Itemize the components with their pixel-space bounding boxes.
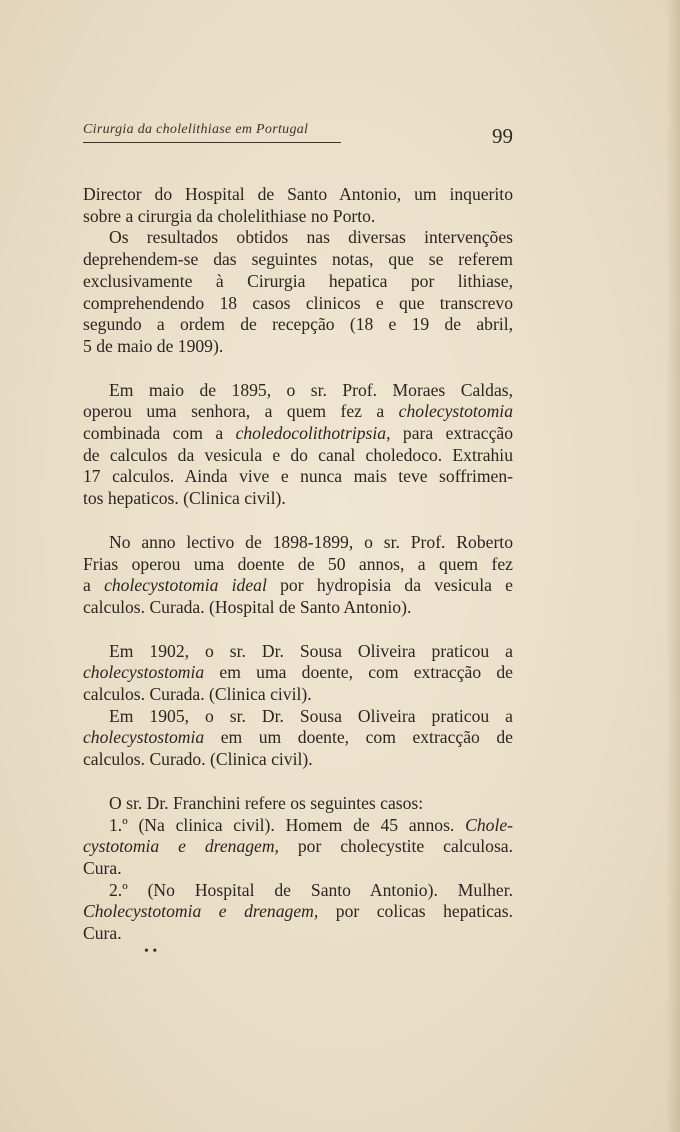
page-edge-shadow: [666, 0, 680, 1132]
italic-term: Cholecystotomia e drenagem,: [83, 901, 319, 922]
italic-term: cholecystotomia: [398, 401, 513, 422]
paragraph-results: [83, 227, 513, 357]
signature-mark: • •: [144, 944, 158, 959]
text-line: Cura.: [83, 923, 122, 944]
text-line: segundo a ordem de recepção (18 e 19 de abril,: [83, 314, 513, 335]
text-line: [83, 575, 513, 597]
page-number: 99: [492, 124, 513, 148]
text-run: operou uma senhora, a quem fez a: [83, 401, 399, 422]
paragraph-franchini-case-2: [83, 880, 513, 945]
text-line: [83, 423, 513, 445]
text-run: por colicas hepaticas.: [318, 901, 513, 922]
text-line: [83, 401, 513, 423]
text-line: calculos. Curada. (Clinica civil).: [83, 684, 312, 705]
text-line: exclusivamente à Cirurgia hepatica por lithiase,: [83, 270, 513, 291]
text-line: No anno lectivo de 1898-1899, o sr. Prof. Roberto: [109, 531, 513, 552]
text-line: 5 de maio de 1909).: [83, 335, 224, 356]
text-line: de calculos da vesicula e do canal choledoco. Extrahiu: [83, 444, 513, 465]
paragraph-franchini-case-1: [83, 815, 513, 880]
text-line: Director do Hospital de Santo Antonio, um inquerito: [83, 184, 513, 204]
text-line: Em 1902, o sr. Dr. Sousa Oliveira praticou a: [109, 640, 513, 661]
text-run: combinada com a: [83, 423, 236, 444]
text-line: tos hepaticos. (Clinica civil).: [83, 488, 286, 509]
italic-term: cystotomia e drenagem,: [83, 836, 279, 857]
text-line: Em 1905, o sr. Dr. Sousa Oliveira praticou a: [109, 705, 513, 726]
paragraph-case-1905: [83, 706, 513, 771]
text-line: [83, 836, 513, 858]
paragraph-franchini: [83, 793, 513, 815]
text-line: calculos. Curado. (Clinica civil).: [83, 749, 313, 770]
page-header: [83, 118, 513, 148]
running-head: Cirurgia da cholelithiase em Portugal: [83, 122, 309, 137]
text-run: por hydropisia da vesicula e: [266, 575, 513, 596]
italic-term: Chole-: [465, 814, 513, 835]
header-rule: [83, 142, 341, 143]
paragraph-case-1902: [83, 641, 513, 706]
text-line: deprehendem-se das seguintes notas, que se referem: [83, 249, 513, 270]
text-line: comprehendendo 18 casos clinicos e que transcrevo: [83, 292, 513, 313]
text-line: sobre a cirurgia da cholelithiase no Porto.: [83, 205, 376, 226]
paragraph-intro-continued: [83, 184, 513, 227]
text-line: [83, 662, 513, 684]
italic-term: cholecystostomia: [83, 727, 205, 748]
text-run: a: [83, 575, 105, 596]
italic-term: choledocolithotripsia,: [235, 423, 391, 444]
body-text: [83, 184, 513, 945]
text-line: calculos. Curada. (Hospital de Santo Antonio).: [83, 596, 412, 617]
italic-term: cholecystotomia ideal: [104, 575, 267, 596]
text-line: Em maio de 1895, o sr. Prof. Moraes Caldas,: [109, 379, 513, 400]
text-line: Frias operou uma doente de 50 annos, a quem fez: [83, 553, 513, 574]
text-run: em um doente, com extracção de: [204, 727, 513, 748]
paragraph-case-1898: [83, 532, 513, 619]
text-line: Os resultados obtidos nas diversas intervenções: [109, 227, 513, 248]
text-line: O sr. Dr. Franchini refere os seguintes casos:: [109, 792, 424, 813]
text-run: por cholecystite calculosa.: [278, 836, 513, 857]
italic-term: cholecystostomia: [83, 662, 205, 683]
text-run: para extracção: [390, 423, 513, 444]
text-line: 2.º (No Hospital de Santo Antonio). Mulher.: [109, 879, 513, 900]
text-line: [83, 901, 513, 923]
text-run: em uma doente, com extracção de: [204, 662, 513, 683]
paragraph-case-1895: [83, 380, 513, 510]
text-line: Cura.: [83, 857, 122, 878]
text-run: 1.º (Na clinica civil). Homem de 45 annos.: [109, 814, 466, 835]
text-line: [83, 815, 513, 837]
text-line: 17 calculos. Ainda vive e nunca mais teve soffrimen-: [83, 466, 513, 487]
text-line: [83, 727, 513, 749]
